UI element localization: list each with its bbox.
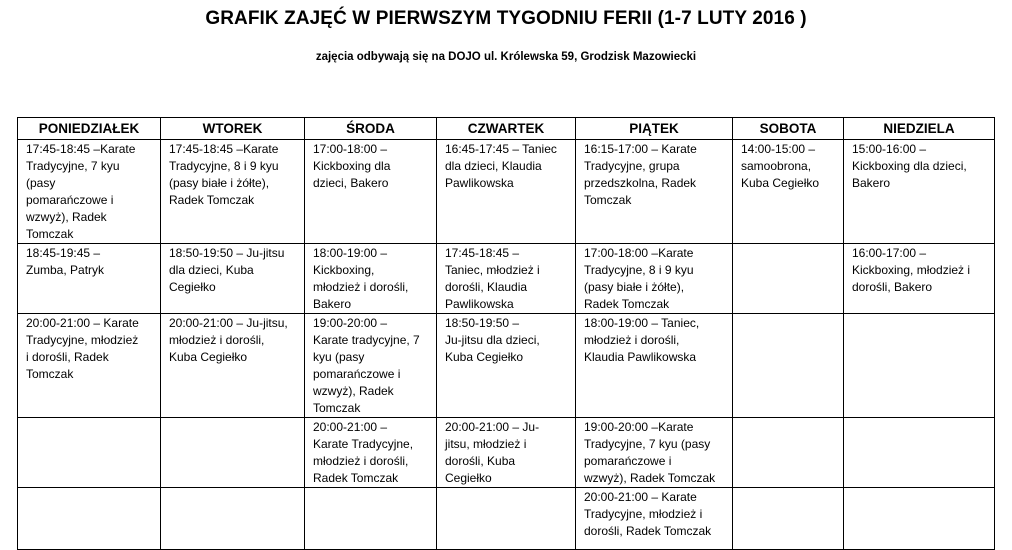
schedule-cell: 16:45-17:45 – Taniec dla dzieci, Klaudia Pawlikowska [437, 140, 576, 244]
day-header-thursday: CZWARTEK [437, 118, 576, 140]
day-header-saturday: SOBOTA [733, 118, 844, 140]
schedule-cell [161, 418, 305, 488]
schedule-cell: 18:00-19:00 – Kickboxing, młodzież i dorośli, Bakero [305, 244, 437, 314]
table-row [18, 418, 995, 488]
schedule-cell [305, 488, 437, 550]
schedule-cell: 18:00-19:00 – Taniec, młodzież i dorośli, Klaudia Pawlikowska [576, 314, 733, 418]
schedule-table [17, 117, 995, 550]
day-header-tuesday: WTOREK [161, 118, 305, 140]
schedule-cell [161, 488, 305, 550]
schedule-cell: 17:45-18:45 –Karate Tradycyjne, 7 kyu (pasy pomarańczowe i wzwyż), Radek Tomczak [18, 140, 161, 244]
schedule-cell [733, 314, 844, 418]
header-row [18, 118, 995, 140]
day-header-friday: PIĄTEK [576, 118, 733, 140]
schedule-cell: 20:00-21:00 – Karate Tradycyjne, młodzież i dorośli, Radek Tomczak [305, 418, 437, 488]
schedule-cell [437, 488, 576, 550]
schedule-cell: 20:00-21:00 – Ju-jitsu, młodzież i dorośli, Kuba Cegiełko [161, 314, 305, 418]
schedule-cell: 17:00-18:00 –Karate Tradycyjne, 8 i 9 kyu (pasy białe i żółte), Radek Tomczak [576, 244, 733, 314]
schedule-cell: 19:00-20:00 –Karate Tradycyjne, 7 kyu (pasy pomarańczowe i wzwyż), Radek Tomczak [576, 418, 733, 488]
schedule-cell: 17:45-18:45 – Taniec, młodzież i dorośli, Klaudia Pawlikowska [437, 244, 576, 314]
schedule-cell: 14:00-15:00 – samoobrona, Kuba Cegiełko [733, 140, 844, 244]
day-header-monday: PONIEDZIAŁEK [18, 118, 161, 140]
schedule-cell: 15:00-16:00 – Kickboxing dla dzieci, Bakero [844, 140, 995, 244]
schedule-cell [844, 418, 995, 488]
table-row [18, 244, 995, 314]
schedule-cell [733, 488, 844, 550]
schedule-cell: 16:00-17:00 – Kickboxing, młodzież i dorośli, Bakero [844, 244, 995, 314]
day-header-wednesday: ŚRODA [305, 118, 437, 140]
schedule-cell [844, 314, 995, 418]
schedule-cell: 18:45-19:45 – Zumba, Patryk [18, 244, 161, 314]
schedule-cell: 17:45-18:45 –Karate Tradycyjne, 8 i 9 kyu (pasy białe i żółte), Radek Tomczak [161, 140, 305, 244]
page-title: GRAFIK ZAJĘĆ W PIERWSZYM TYGODNIU FERII (1-7 LUTY 2016 ) [205, 8, 807, 29]
schedule-cell: 20:00-21:00 – Karate Tradycyjne, młodzież i dorośli, Radek Tomczak [18, 314, 161, 418]
schedule-cell [844, 488, 995, 550]
day-header-sunday: NIEDZIELA [844, 118, 995, 140]
page-subtitle: zajęcia odbywają się na DOJO ul. Królewska 59, Grodzisk Mazowiecki [315, 51, 697, 63]
schedule-cell: 20:00-21:00 – Ju- jitsu, młodzież i dorośli, Kuba Cegiełko [437, 418, 576, 488]
table-row [18, 140, 995, 244]
schedule-cell [18, 418, 161, 488]
schedule-cell [733, 418, 844, 488]
schedule-cell [733, 244, 844, 314]
schedule-cell: 17:00-18:00 – Kickboxing dla dzieci, Bakero [305, 140, 437, 244]
table-row [18, 488, 995, 550]
schedule-cell: 20:00-21:00 – Karate Tradycyjne, młodzież i dorośli, Radek Tomczak [576, 488, 733, 550]
schedule-cell [18, 488, 161, 550]
schedule-cell: 18:50-19:50 – Ju-jitsu dla dzieci, Kuba Cegiełko [161, 244, 305, 314]
schedule-cell: 19:00-20:00 – Karate tradycyjne, 7 kyu (pasy pomarańczowe i wzwyż), Radek Tomczak [305, 314, 437, 418]
table-row [18, 314, 995, 418]
schedule-cell: 16:15-17:00 – Karate Tradycyjne, grupa przedszkolna, Radek Tomczak [576, 140, 733, 244]
schedule-cell: 18:50-19:50 – Ju-jitsu dla dzieci, Kuba Cegiełko [437, 314, 576, 418]
